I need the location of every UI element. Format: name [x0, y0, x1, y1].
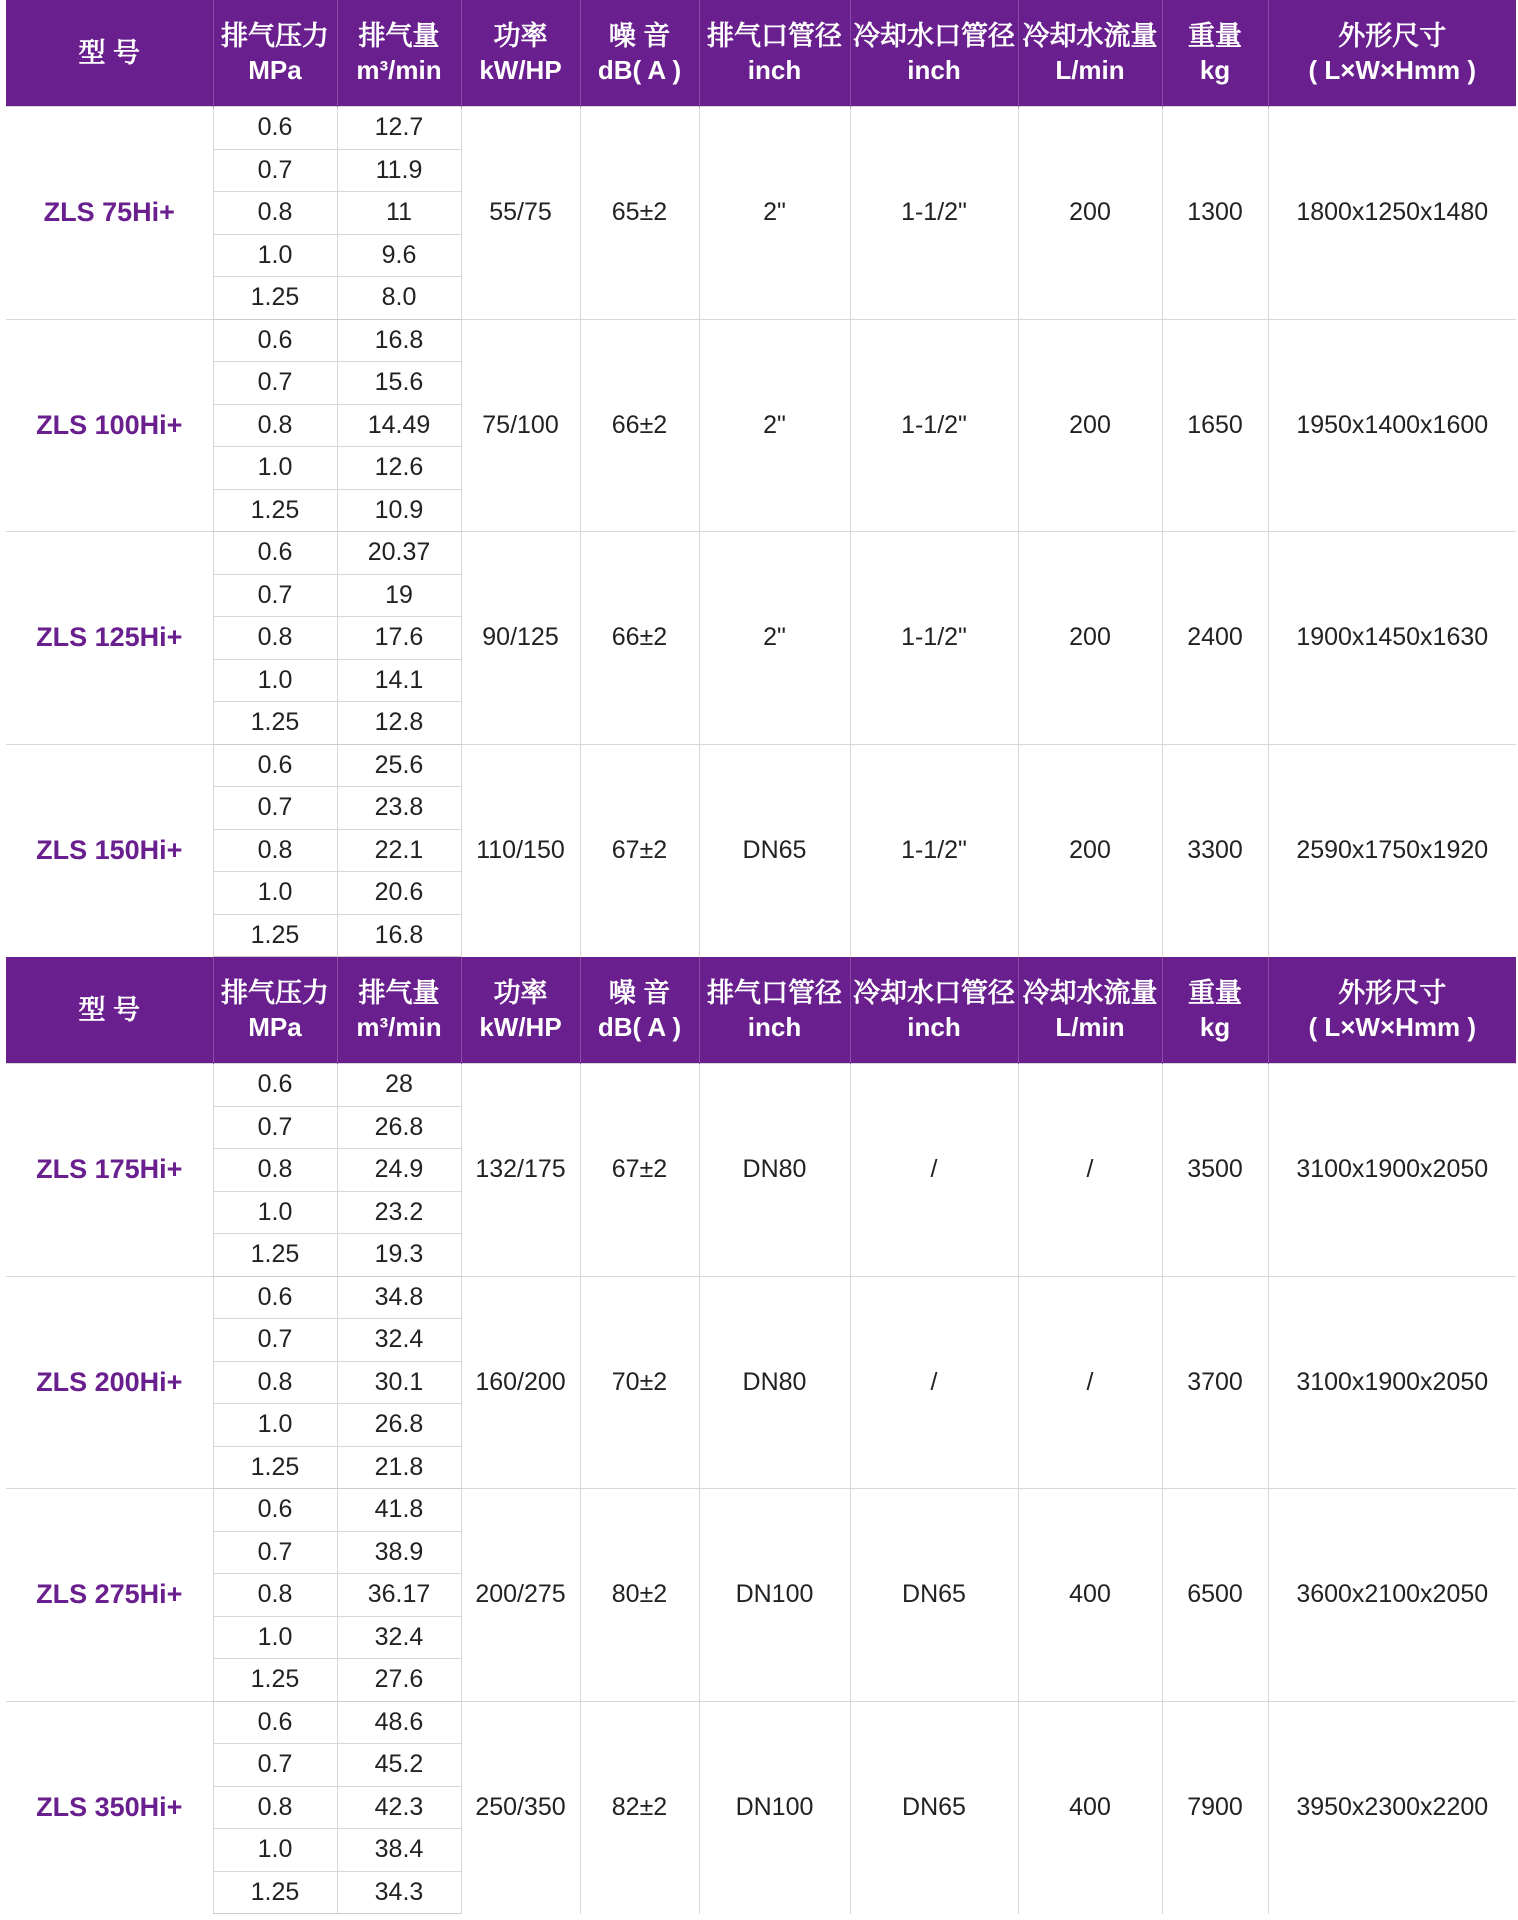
flow-cell: 42.3: [337, 1786, 461, 1829]
header-label: 噪 音: [608, 21, 671, 51]
power-cell: 90/125: [461, 532, 580, 745]
header-unit: L/min: [1055, 1011, 1125, 1042]
water-flow-cell: 200: [1018, 744, 1162, 957]
pressure-cell: 1.0: [213, 1616, 337, 1659]
pressure-cell: 0.7: [213, 1319, 337, 1362]
table-row: [6, 1701, 1516, 1744]
header-unit: L/min: [1055, 55, 1125, 85]
header-label: 冷却水口管径: [853, 977, 1015, 1008]
table-row: [6, 1276, 1516, 1319]
power-cell: 160/200: [461, 1276, 580, 1489]
flow-cell: 26.8: [337, 1404, 461, 1447]
header-noise: [580, 957, 699, 1064]
pressure-cell: 0.7: [213, 1531, 337, 1574]
dimensions-cell: 2590x1750x1920: [1268, 744, 1516, 957]
header-label: 排气量: [358, 21, 440, 51]
pressure-cell: 0.6: [213, 1276, 337, 1319]
table-row: [6, 319, 1516, 362]
weight-cell: 3500: [1162, 1064, 1268, 1277]
dimensions-cell: 1900x1450x1630: [1268, 532, 1516, 745]
pressure-cell: 0.7: [213, 1106, 337, 1149]
header-weight: [1162, 957, 1268, 1064]
outlet-pipe-cell: DN100: [699, 1489, 850, 1702]
pressure-cell: 0.8: [213, 829, 337, 872]
water-pipe-cell: 1-1/2": [850, 532, 1018, 745]
header-label: 噪 音: [608, 977, 671, 1008]
dimensions-cell: 1950x1400x1600: [1268, 319, 1516, 532]
water-pipe-cell: DN65: [850, 1489, 1018, 1702]
flow-cell: 28: [337, 1064, 461, 1107]
pressure-cell: 1.0: [213, 1191, 337, 1234]
flow-cell: 36.17: [337, 1574, 461, 1617]
pressure-cell: 0.8: [213, 192, 337, 235]
header-unit: inch: [907, 1011, 961, 1042]
header-label: 功率: [493, 977, 548, 1008]
dimensions-cell: 3950x2300x2200: [1268, 1701, 1516, 1914]
pressure-cell: 0.6: [213, 1489, 337, 1532]
flow-cell: 24.9: [337, 1149, 461, 1192]
flow-cell: 23.2: [337, 1191, 461, 1234]
noise-cell: 82±2: [580, 1701, 699, 1914]
pressure-cell: 0.8: [213, 617, 337, 660]
flow-cell: 32.4: [337, 1616, 461, 1659]
outlet-pipe-cell: DN65: [699, 744, 850, 957]
noise-cell: 66±2: [580, 319, 699, 532]
model-name: ZLS 75Hi+: [6, 107, 213, 320]
flow-cell: 38.4: [337, 1829, 461, 1872]
header-unit: ( L×W×Hmm ): [1308, 1011, 1477, 1042]
water-pipe-cell: DN65: [850, 1701, 1018, 1914]
header-label: 功率: [493, 21, 548, 51]
outlet-pipe-cell: 2": [699, 532, 850, 745]
weight-cell: 1650: [1162, 319, 1268, 532]
header-row: [6, 957, 1516, 1064]
flow-cell: 14.1: [337, 659, 461, 702]
header-unit: inch: [747, 1011, 802, 1042]
pressure-cell: 1.25: [213, 1446, 337, 1489]
flow-cell: 19.3: [337, 1234, 461, 1277]
header-power: [461, 0, 580, 107]
weight-cell: 1300: [1162, 107, 1268, 320]
pressure-cell: 1.0: [213, 234, 337, 277]
header-water-pipe: [850, 957, 1018, 1064]
noise-cell: 66±2: [580, 532, 699, 745]
header-unit: kW/HP: [479, 1011, 562, 1042]
model-name: ZLS 150Hi+: [6, 744, 213, 957]
header-row: [6, 0, 1516, 107]
outlet-pipe-cell: 2": [699, 107, 850, 320]
table-row: [6, 1489, 1516, 1532]
header-water-flow: [1018, 0, 1162, 107]
pressure-cell: 1.0: [213, 1829, 337, 1872]
header-unit: kg: [1199, 55, 1231, 85]
header-label: 排气口管径: [707, 21, 842, 51]
water-flow-cell: /: [1018, 1064, 1162, 1277]
pressure-cell: 1.0: [213, 872, 337, 915]
model-name: ZLS 125Hi+: [6, 532, 213, 745]
outlet-pipe-cell: DN100: [699, 1701, 850, 1914]
pressure-cell: 0.8: [213, 1149, 337, 1192]
header-dimensions: [1268, 957, 1516, 1064]
pressure-cell: 0.7: [213, 149, 337, 192]
pressure-cell: 1.25: [213, 1234, 337, 1277]
pressure-cell: 1.25: [213, 1659, 337, 1702]
model-name: ZLS 175Hi+: [6, 1064, 213, 1277]
header-weight: [1162, 0, 1268, 107]
water-flow-cell: 400: [1018, 1701, 1162, 1914]
header-unit: MPa: [248, 1012, 302, 1042]
power-cell: 75/100: [461, 319, 580, 532]
flow-cell: 12.7: [337, 107, 461, 150]
weight-cell: 7900: [1162, 1701, 1268, 1914]
flow-cell: 30.1: [337, 1361, 461, 1404]
water-pipe-cell: 1-1/2": [850, 744, 1018, 957]
weight-cell: 2400: [1162, 532, 1268, 745]
header-label: 重量: [1188, 21, 1242, 51]
header-power: [461, 957, 580, 1064]
header-label: 排气压力: [221, 978, 329, 1008]
water-pipe-cell: 1-1/2": [850, 319, 1018, 532]
table-row: [6, 107, 1516, 150]
pressure-cell: 0.6: [213, 744, 337, 787]
header-flow: [337, 957, 461, 1064]
header-label: 型 号: [78, 38, 140, 68]
power-cell: 200/275: [461, 1489, 580, 1702]
dimensions-cell: 3100x1900x2050: [1268, 1276, 1516, 1489]
header-model: [6, 0, 213, 107]
flow-cell: 16.8: [337, 914, 461, 957]
noise-cell: 80±2: [580, 1489, 699, 1702]
header-unit: kW/HP: [479, 55, 562, 85]
flow-cell: 26.8: [337, 1106, 461, 1149]
flow-cell: 11: [337, 192, 461, 235]
pressure-cell: 0.6: [213, 1064, 337, 1107]
header-label: 排气口管径: [707, 977, 842, 1008]
header-label: 排气压力: [221, 21, 329, 51]
noise-cell: 67±2: [580, 1064, 699, 1277]
pressure-cell: 1.0: [213, 447, 337, 490]
flow-cell: 19: [337, 574, 461, 617]
header-unit: inch: [747, 55, 802, 85]
header-water-pipe: [850, 0, 1018, 107]
header-pressure: [213, 957, 337, 1064]
power-cell: 250/350: [461, 1701, 580, 1914]
header-label: 冷却水流量: [1022, 21, 1158, 51]
spec-table: [6, 0, 1516, 1914]
noise-cell: 67±2: [580, 744, 699, 957]
flow-cell: 32.4: [337, 1319, 461, 1362]
pressure-cell: 0.8: [213, 1574, 337, 1617]
pressure-cell: 1.0: [213, 659, 337, 702]
header-unit: dB( A ): [597, 55, 682, 85]
model-name: ZLS 200Hi+: [6, 1276, 213, 1489]
flow-cell: 16.8: [337, 319, 461, 362]
model-name: ZLS 350Hi+: [6, 1701, 213, 1914]
flow-cell: 25.6: [337, 744, 461, 787]
weight-cell: 3700: [1162, 1276, 1268, 1489]
pressure-cell: 0.7: [213, 1744, 337, 1787]
flow-cell: 22.1: [337, 829, 461, 872]
dimensions-cell: 1800x1250x1480: [1268, 107, 1516, 320]
power-cell: 110/150: [461, 744, 580, 957]
header-pressure: [213, 0, 337, 107]
pressure-cell: 0.7: [213, 574, 337, 617]
power-cell: 132/175: [461, 1064, 580, 1277]
pressure-cell: 0.6: [213, 532, 337, 575]
header-unit: m³/min: [356, 1012, 442, 1042]
pressure-cell: 1.0: [213, 1404, 337, 1447]
weight-cell: 3300: [1162, 744, 1268, 957]
pressure-cell: 0.8: [213, 404, 337, 447]
flow-cell: 12.8: [337, 702, 461, 745]
flow-cell: 20.6: [337, 872, 461, 915]
pressure-cell: 0.8: [213, 1361, 337, 1404]
flow-cell: 21.8: [337, 1446, 461, 1489]
header-unit: ( L×W×Hmm ): [1308, 55, 1477, 85]
header-outlet-pipe: [699, 957, 850, 1064]
header-label: 排气量: [358, 978, 440, 1008]
flow-cell: 10.9: [337, 489, 461, 532]
flow-cell: 15.6: [337, 362, 461, 405]
pressure-cell: 0.7: [213, 362, 337, 405]
pressure-cell: 0.6: [213, 319, 337, 362]
water-flow-cell: 400: [1018, 1489, 1162, 1702]
noise-cell: 70±2: [580, 1276, 699, 1489]
outlet-pipe-cell: DN80: [699, 1064, 850, 1277]
flow-cell: 17.6: [337, 617, 461, 660]
header-unit: m³/min: [356, 55, 442, 85]
flow-cell: 9.6: [337, 234, 461, 277]
pressure-cell: 1.25: [213, 1871, 337, 1914]
header-label: 冷却水流量: [1022, 977, 1158, 1008]
spec-sheet: [6, 0, 1516, 1914]
water-flow-cell: /: [1018, 1276, 1162, 1489]
flow-cell: 45.2: [337, 1744, 461, 1787]
table-row: [6, 532, 1516, 575]
header-water-flow: [1018, 957, 1162, 1064]
water-flow-cell: 200: [1018, 107, 1162, 320]
header-noise: [580, 0, 699, 107]
pressure-cell: 0.7: [213, 787, 337, 830]
flow-cell: 23.8: [337, 787, 461, 830]
flow-cell: 11.9: [337, 149, 461, 192]
flow-cell: 27.6: [337, 1659, 461, 1702]
water-flow-cell: 200: [1018, 319, 1162, 532]
weight-cell: 6500: [1162, 1489, 1268, 1702]
pressure-cell: 1.25: [213, 702, 337, 745]
pressure-cell: 0.8: [213, 1786, 337, 1829]
flow-cell: 41.8: [337, 1489, 461, 1532]
header-unit: MPa: [248, 55, 302, 85]
header-dimensions: [1268, 0, 1516, 107]
model-name: ZLS 100Hi+: [6, 319, 213, 532]
pressure-cell: 0.6: [213, 1701, 337, 1744]
header-model: [6, 957, 213, 1064]
flow-cell: 14.49: [337, 404, 461, 447]
flow-cell: 34.8: [337, 1276, 461, 1319]
header-unit: kg: [1199, 1011, 1231, 1042]
header-outlet-pipe: [699, 0, 850, 107]
flow-cell: 34.3: [337, 1871, 461, 1914]
flow-cell: 20.37: [337, 532, 461, 575]
header-label: 外形尺寸: [1338, 977, 1447, 1008]
pressure-cell: 1.25: [213, 914, 337, 957]
header-label: 冷却水口管径: [853, 21, 1015, 51]
header-unit: dB( A ): [597, 1011, 682, 1042]
outlet-pipe-cell: 2": [699, 319, 850, 532]
outlet-pipe-cell: DN80: [699, 1276, 850, 1489]
dimensions-cell: 3100x1900x2050: [1268, 1064, 1516, 1277]
flow-cell: 48.6: [337, 1701, 461, 1744]
dimensions-cell: 3600x2100x2050: [1268, 1489, 1516, 1702]
table-row: [6, 1064, 1516, 1107]
noise-cell: 65±2: [580, 107, 699, 320]
header-flow: [337, 0, 461, 107]
water-pipe-cell: /: [850, 1064, 1018, 1277]
pressure-cell: 1.25: [213, 277, 337, 320]
flow-cell: 38.9: [337, 1531, 461, 1574]
header-label: 重量: [1188, 977, 1242, 1008]
pressure-cell: 1.25: [213, 489, 337, 532]
power-cell: 55/75: [461, 107, 580, 320]
model-name: ZLS 275Hi+: [6, 1489, 213, 1702]
flow-cell: 12.6: [337, 447, 461, 490]
water-flow-cell: 200: [1018, 532, 1162, 745]
header-label: 型 号: [78, 994, 140, 1025]
header-label: 外形尺寸: [1338, 21, 1447, 51]
flow-cell: 8.0: [337, 277, 461, 320]
table-row: [6, 744, 1516, 787]
water-pipe-cell: /: [850, 1276, 1018, 1489]
pressure-cell: 0.6: [213, 107, 337, 150]
header-unit: inch: [907, 55, 961, 85]
water-pipe-cell: 1-1/2": [850, 107, 1018, 320]
